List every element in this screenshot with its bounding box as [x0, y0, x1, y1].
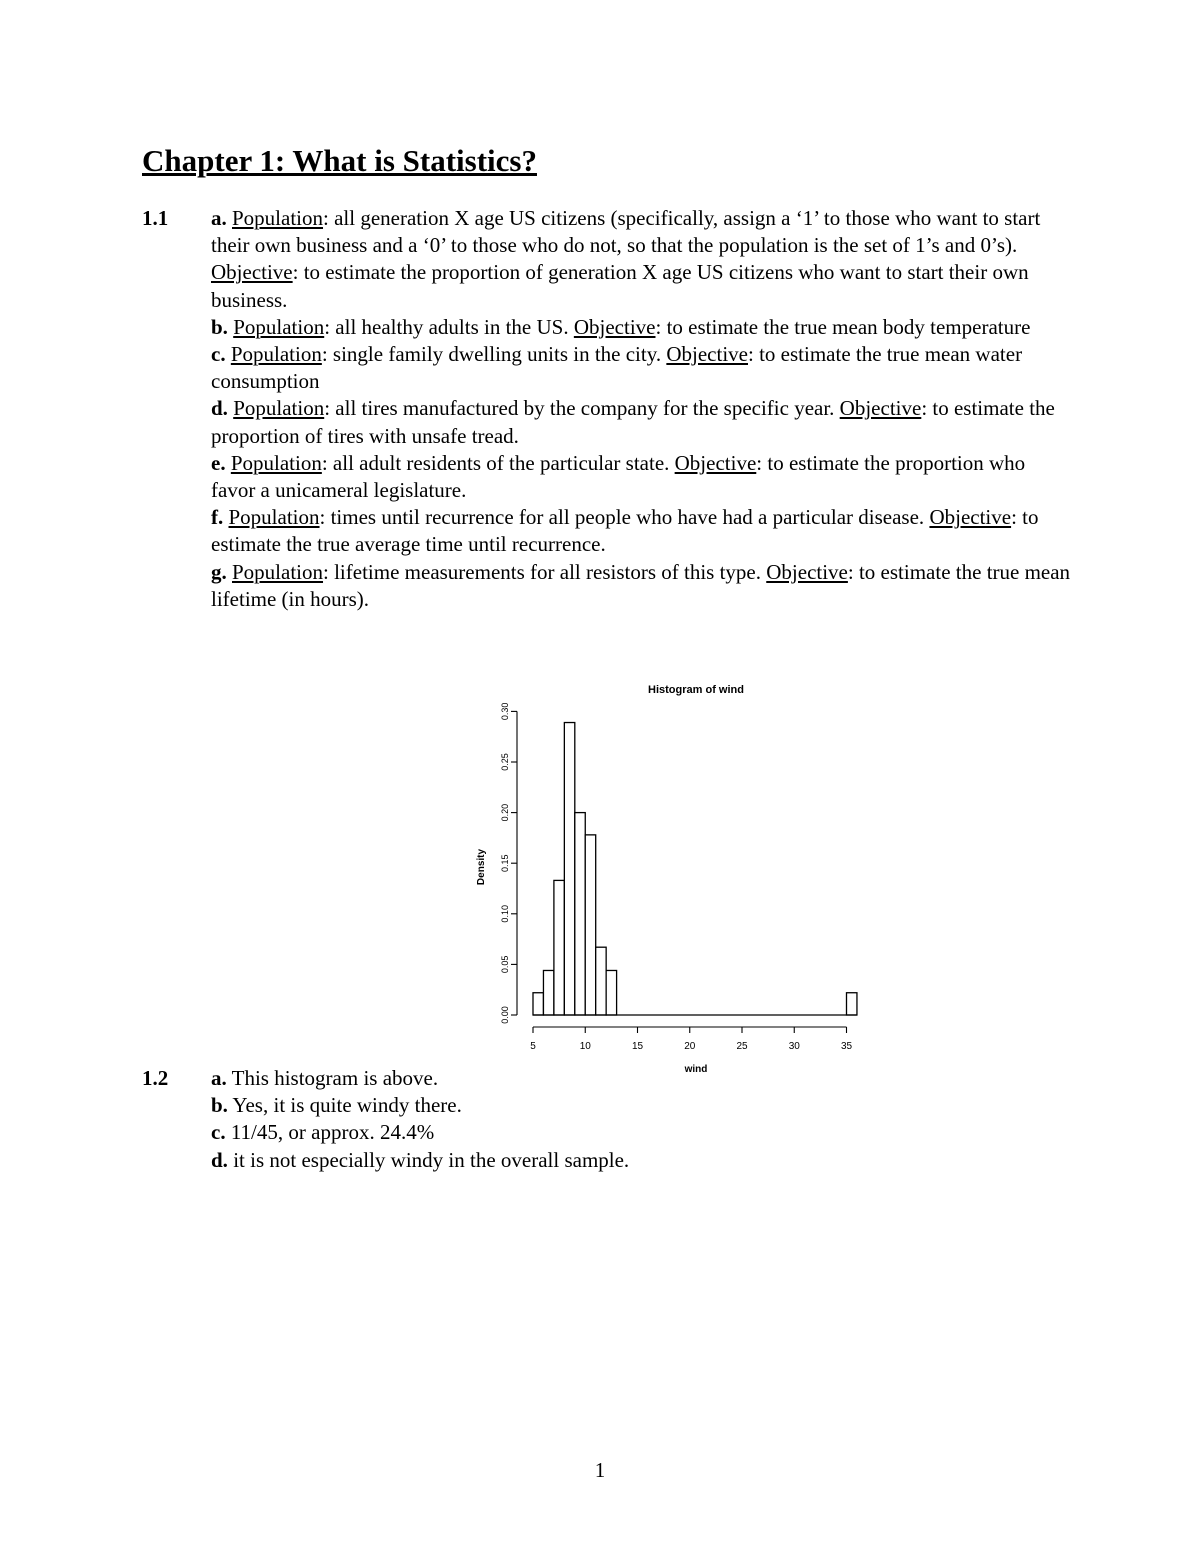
population-text: : all adult residents of the particular state.	[321, 450, 675, 475]
answer-letter: d.	[211, 1147, 228, 1172]
histogram-bar	[564, 723, 574, 1015]
answer-item	[211, 395, 1071, 449]
y-axis-label: Density	[476, 848, 487, 886]
answer-item	[211, 314, 1071, 341]
population-text: : all healthy adults in the US.	[324, 314, 574, 339]
objective-label: Objective	[929, 505, 1012, 530]
histogram-bar	[543, 970, 553, 1015]
answer-item	[211, 1065, 1071, 1092]
y-tick-label: 0.00	[500, 1006, 510, 1024]
question-1-2-answers	[211, 1065, 1071, 1174]
x-tick-label: 5	[530, 1041, 536, 1052]
x-tick-label: 30	[788, 1041, 800, 1052]
population-label: Population	[232, 559, 324, 584]
answer-letter: b.	[211, 314, 228, 339]
x-tick-label: 15	[631, 1041, 644, 1052]
population-label: Population	[230, 342, 322, 367]
y-tick-label: 0.15	[500, 854, 510, 872]
chapter-title: Chapter 1: What is Statistics?	[142, 143, 537, 178]
histogram-bar	[606, 970, 616, 1015]
population-label: Population	[232, 206, 324, 230]
x-tick-label: 20	[684, 1041, 696, 1052]
population-label: Population	[228, 505, 320, 530]
y-tick-label: 0.25	[500, 753, 510, 771]
histogram-bar	[575, 813, 585, 1015]
answer-item	[211, 1119, 1071, 1146]
objective-label: Objective	[666, 342, 748, 367]
answer-letter: d.	[211, 396, 228, 421]
objective-text: : to estimate the true average time until recurrence.	[211, 505, 1039, 557]
population-text: : all tires manufactured by the company for the specific year.	[324, 396, 840, 421]
histogram-chart	[470, 670, 890, 1080]
y-tick-label: 0.05	[500, 955, 510, 974]
question-number-1-1: 1.1	[142, 206, 169, 230]
objective-label: Objective	[766, 559, 848, 584]
page-number: 1	[594, 1458, 606, 1482]
answer-text: Yes, it is quite windy there.	[232, 1093, 462, 1118]
y-tick-label: 0.10	[500, 905, 510, 923]
y-tick-label: 0.30	[500, 702, 510, 721]
population-label: Population	[233, 396, 325, 421]
y-tick-label: 0.20	[500, 803, 510, 822]
x-tick-label: 25	[736, 1041, 748, 1052]
question-1-1-answers	[211, 205, 1071, 613]
objective-label: Objective	[573, 314, 656, 339]
chart-title: Histogram of wind	[648, 684, 744, 696]
objective-label: Objective	[674, 450, 757, 475]
answer-letter: c.	[211, 342, 226, 367]
x-tick-label: 10	[579, 1041, 591, 1052]
x-tick-label: 35	[840, 1041, 853, 1052]
answer-letter: e.	[211, 450, 226, 475]
answer-item	[211, 1147, 1071, 1174]
answer-item	[211, 504, 1071, 558]
answer-letter: g.	[211, 559, 227, 584]
answer-text: This histogram is above.	[231, 1066, 439, 1090]
answer-item	[211, 341, 1071, 395]
histogram-svg	[470, 670, 890, 1080]
population-text: : times until recurrence for all people who have had a particular disease.	[319, 505, 930, 530]
answer-letter: b.	[211, 1093, 228, 1118]
histogram-bar	[596, 947, 606, 1015]
answer-text: it is not especially windy in the overall sample.	[233, 1147, 630, 1172]
population-label: Population	[230, 450, 322, 475]
population-text: : single family dwelling units in the city.	[321, 342, 667, 367]
answer-item	[211, 1092, 1071, 1119]
objective-label: Objective	[839, 396, 922, 421]
population-label: Population	[233, 314, 325, 339]
histogram-bar	[554, 880, 564, 1015]
objective-text: : to estimate the true mean body temperature	[655, 314, 1031, 339]
objective-label: Objective	[211, 260, 293, 285]
objective-text: : to estimate the true mean water consumption	[211, 342, 1023, 394]
answer-item	[211, 205, 1071, 314]
population-text: : all generation X age US citizens (specifically, assign a ‘1’ to those who want to start their own business and a ‘0’ to those who do not, so that the population is the set of 1’s and 0’s).	[211, 206, 1041, 258]
objective-text: : to estimate the true mean lifetime (in hours).	[211, 559, 1071, 611]
population-text: : lifetime measurements for all resistors of this type.	[323, 559, 767, 584]
answer-letter: c.	[211, 1120, 226, 1145]
histogram-bar	[533, 993, 543, 1015]
histogram-bar	[847, 993, 857, 1015]
objective-text: : to estimate the proportion of tires with unsafe tread.	[211, 396, 1055, 448]
objective-text: : to estimate the proportion who favor a unicameral legislature.	[211, 450, 1026, 503]
answer-letter: a.	[211, 1066, 227, 1090]
histogram-bar	[585, 835, 595, 1015]
x-axis-label: wind	[684, 1064, 708, 1075]
objective-text: : to estimate the proportion of generation X age US citizens who want to start their own business.	[211, 260, 1029, 312]
answer-text: 11/45, or approx. 24.4%	[230, 1120, 435, 1145]
answer-letter: a.	[211, 206, 227, 230]
answer-item	[211, 450, 1071, 504]
question-number-1-2: 1.2	[142, 1066, 169, 1090]
answer-letter: f.	[211, 505, 224, 530]
answer-item	[211, 559, 1071, 613]
